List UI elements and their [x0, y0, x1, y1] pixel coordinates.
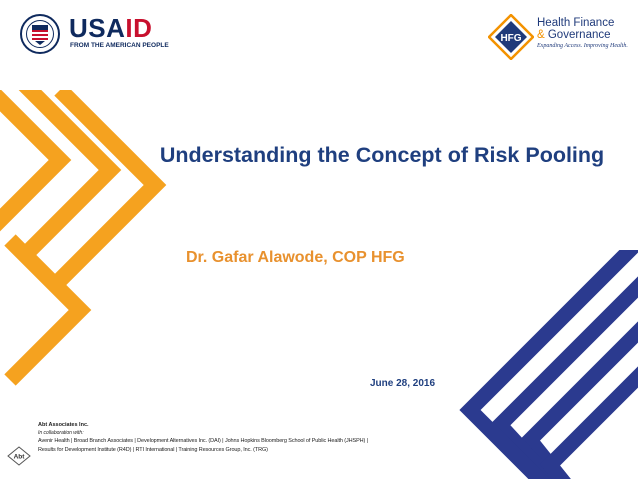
- left-orange-chevrons-decoration: [0, 90, 170, 390]
- footer-collaboration: In collaboration with:: [38, 430, 84, 436]
- footer-partners-line1: Avenir Health | Broad Branch Associates | Development Alternatives Inc. (DAI) | Johns Hopkins Bloomberg School of Public Health (JHSPH) |: [38, 438, 369, 444]
- hfg-logo: [488, 14, 636, 60]
- usaid-tagline: FROM THE AMERICAN PEOPLE: [70, 42, 169, 49]
- usaid-wordmark: USAID: [69, 13, 153, 43]
- presentation-date: June 28, 2016: [370, 378, 436, 389]
- hfg-tagline: Expanding Access. Improving Health.: [537, 43, 628, 49]
- presenter-name: Dr. Gafar Alawode, COP HFG: [186, 249, 405, 266]
- hfg-name-line1: Health Finance: [537, 17, 615, 29]
- orange-chevron-3: [60, 90, 155, 280]
- hfg-mark-text: HFG: [500, 33, 522, 44]
- footer-company: Abt Associates Inc.: [38, 422, 89, 428]
- hfg-diamond-icon: [488, 14, 534, 60]
- usaid-seal-icon: [20, 14, 60, 54]
- slide-title: Understanding the Concept of Risk Pooling: [159, 143, 605, 167]
- footer: [38, 421, 458, 455]
- abt-mark-text: Abt: [13, 453, 25, 461]
- abt-logo-icon: [7, 446, 31, 466]
- footer-partners-line2: Results for Development Institute (R4D) | RTI International | Training Resources Group, Inc. (TRG): [38, 447, 268, 453]
- hfg-name-line2: & Governance: [537, 29, 611, 41]
- usaid-logo: [20, 14, 190, 54]
- right-navy-chevrons-decoration: [440, 250, 638, 479]
